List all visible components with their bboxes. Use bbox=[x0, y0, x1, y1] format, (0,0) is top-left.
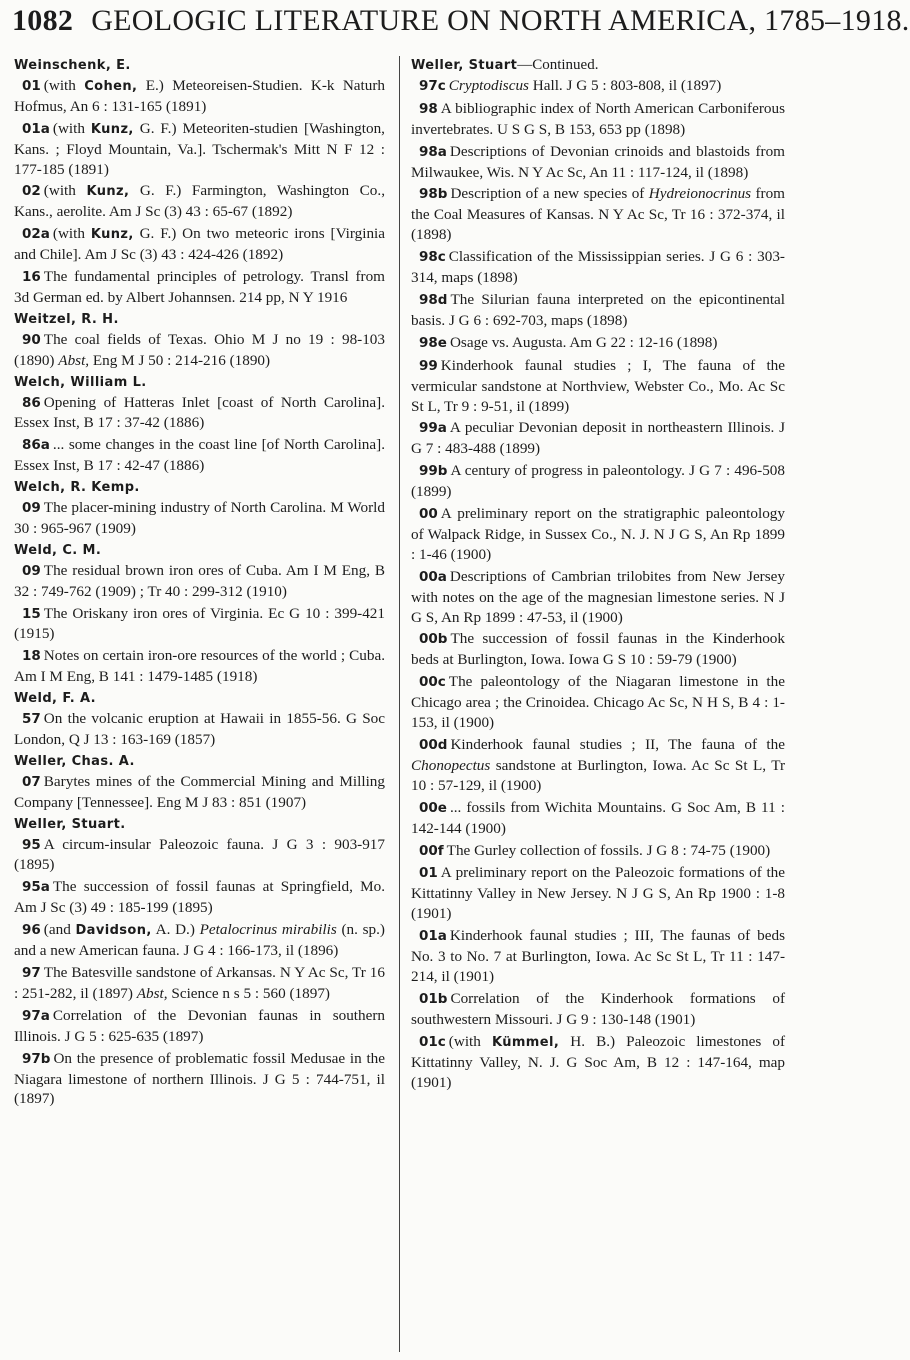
author-name: Weller, Stuart bbox=[411, 58, 518, 73]
italic-title: Chonopectus bbox=[411, 756, 491, 774]
entry-text: The Silurian fauna interpreted on the epicontinental basis. J G 6 : 692-703, maps (1898) bbox=[411, 290, 785, 329]
author-heading bbox=[14, 815, 385, 835]
entry-number: 00b bbox=[419, 631, 448, 648]
bibliography-entry bbox=[14, 1006, 385, 1047]
entry-number: 15 bbox=[22, 605, 41, 622]
coauthor-name: Kunz, bbox=[90, 121, 134, 137]
entry-prefix: (with bbox=[448, 1032, 492, 1050]
entry-number: 01b bbox=[419, 990, 448, 1007]
entry-number: 02 bbox=[22, 183, 41, 200]
bibliography-entry bbox=[411, 926, 785, 987]
entry-number: 01a bbox=[22, 120, 50, 137]
bibliography-entry bbox=[411, 76, 785, 97]
italic-title: Abst, bbox=[136, 984, 168, 1002]
entry-text: A. D.) bbox=[151, 921, 200, 939]
entry-text: A century of progress in paleontology. J G 7 : 496-508 (1899) bbox=[411, 462, 785, 501]
entry-text: Correlation of the Kinderhook formations of southwestern Missouri. J G 9 : 130-148 (1901) bbox=[411, 989, 785, 1028]
entry-text: The Gurley collection of fossils. J G 8 : 74-75 (1900) bbox=[446, 841, 771, 859]
bibliography-entry bbox=[411, 142, 785, 183]
author-heading bbox=[411, 56, 785, 76]
bibliography-entry bbox=[411, 99, 785, 140]
bibliography-entry bbox=[14, 76, 385, 117]
entry-text: Osage vs. Augusta. Am G 22 : 12-16 (1898) bbox=[449, 333, 718, 351]
coauthor-name: Kunz, bbox=[90, 227, 134, 243]
entry-text: The residual brown iron ores of Cuba. Am I M Eng, B 32 : 749-762 (1909) ; Tr 40 : 299-312 (1910) bbox=[14, 561, 385, 600]
entry-text: G. F.) On two meteoric irons [Virginia and Chile]. Am J Sc (3) 43 : 424-426 (1892) bbox=[14, 225, 385, 264]
entry-text: On the volcanic eruption at Hawaii in 1855-56. G Soc London, Q J 13 : 163-169 (1857) bbox=[14, 710, 385, 748]
author-name: Weld, C. M. bbox=[14, 542, 102, 558]
bibliography-entry bbox=[411, 504, 785, 565]
entry-number: 97b bbox=[22, 1050, 51, 1067]
entry-text-continued: from the Coal Measures of Kansas. N Y Ac Sc, Tr 16 : 372-374, il (1898) bbox=[411, 185, 785, 244]
entry-prefix: (with bbox=[52, 225, 91, 243]
bibliography-entry bbox=[411, 461, 785, 502]
entry-text: On the presence of problematic fossil Medusae in the Niagara limestone of northern Illinois. J G 5 : 744-751, il (1897) bbox=[14, 1049, 385, 1108]
entry-number: 00c bbox=[419, 674, 446, 691]
entry-text: ... fossils from Wichita Mountains. G Soc Am, B 11 : 142-144 (1900) bbox=[411, 798, 785, 837]
author-heading bbox=[14, 752, 385, 772]
italic-title: Petalocrinus mirabilis bbox=[199, 921, 337, 939]
entry-text: The fundamental principles of petrology. Transl from 3d German ed. by Albert Johannsen. 214 pp, N Y 1916 bbox=[14, 268, 385, 306]
bibliography-entry bbox=[411, 247, 785, 288]
bibliography-entry bbox=[411, 672, 785, 733]
bibliography-entry bbox=[14, 267, 385, 308]
bibliography-entry bbox=[411, 735, 785, 796]
entry-number: 98c bbox=[419, 249, 446, 266]
bibliography-entry bbox=[14, 835, 385, 876]
entry-prefix: (with bbox=[43, 182, 87, 200]
bibliography-entry bbox=[411, 1032, 785, 1093]
entry-text: ... some changes in the coast line [of North Carolina]. Essex Inst, B 17 : 42-47 (1886) bbox=[14, 436, 385, 475]
bibliography-entry bbox=[14, 877, 385, 918]
entry-text: Opening of Hatteras Inlet [coast of North Carolina]. Essex Inst, B 17 : 37-42 (1886) bbox=[14, 393, 385, 432]
bibliography-entry bbox=[411, 841, 785, 862]
bibliography-entry bbox=[411, 333, 785, 354]
entry-number: 09 bbox=[22, 500, 41, 517]
bibliography-entry bbox=[14, 963, 385, 1004]
entry-text: A bibliographic index of North American Carboniferous invertebrates. U S G S, B 153, 653 pp (1898) bbox=[411, 99, 785, 138]
entry-number: 00d bbox=[419, 737, 448, 753]
entry-text-continued: sandstone at Burlington, Iowa. Ac Sc St L, Tr 10 : 57-129, il (1900) bbox=[411, 756, 785, 794]
entry-number: 97c bbox=[419, 77, 446, 94]
entry-number: 95 bbox=[22, 836, 41, 853]
entry-number: 86 bbox=[22, 394, 41, 411]
entry-text: The succession of fossil faunas in the Kinderhook beds at Burlington, Iowa. Iowa G S 10 : 59-79 (1900) bbox=[411, 630, 785, 669]
author-name: Weld, F. A. bbox=[14, 691, 96, 707]
entry-number: 86a bbox=[22, 437, 50, 454]
bibliography-entry bbox=[411, 567, 785, 628]
author-heading bbox=[14, 689, 385, 709]
author-name: Weinschenk, E. bbox=[14, 58, 131, 73]
author-name: Welch, R. Kemp. bbox=[14, 480, 140, 496]
entry-text: H. B.) Paleozoic limestones of Kittatinny Valley, N. J. G Soc Am, B 12 : 147-164, map (1901) bbox=[411, 1032, 786, 1091]
bibliography-entry bbox=[14, 561, 385, 602]
bibliography-entry bbox=[411, 290, 785, 331]
entry-number: 96 bbox=[22, 922, 41, 939]
entry-prefix: (with bbox=[43, 76, 85, 94]
entry-text: Description of a new species of bbox=[450, 185, 649, 203]
author-heading bbox=[14, 478, 385, 498]
bibliography-entry bbox=[14, 393, 385, 434]
entry-text-continued: (n. sp.) and a new American fauna. J G 4 : 166-173, il (1896) bbox=[14, 921, 385, 960]
author-name: Weitzel, R. H. bbox=[14, 311, 119, 327]
entry-number: 01 bbox=[419, 865, 438, 882]
entry-number: 97 bbox=[22, 964, 41, 981]
bibliography-entry bbox=[411, 863, 785, 924]
entry-number: 97a bbox=[22, 1007, 50, 1024]
entry-text: The coal fields of Texas. Ohio M J no 19 : 98-103 (1890) bbox=[14, 330, 385, 369]
entry-text: A circum-insular Paleozoic fauna. J G 3 : 903-917 (1895) bbox=[14, 835, 385, 874]
entry-text: Notes on certain iron-ore resources of the world ; Cuba. Am I M Eng, B 141 : 1479-1485 (1918) bbox=[14, 647, 385, 686]
bibliography-entry bbox=[14, 709, 385, 750]
bibliography-entry bbox=[411, 356, 785, 417]
italic-title: Cryptodiscus bbox=[448, 76, 529, 94]
entry-number: 07 bbox=[22, 773, 41, 790]
entry-number: 98a bbox=[419, 143, 447, 160]
entry-text-continued: Eng M J 50 : 214-216 (1890) bbox=[89, 351, 271, 369]
italic-title: Abst, bbox=[58, 351, 90, 369]
continued-note: —Continued. bbox=[517, 57, 599, 73]
bibliography-entry bbox=[411, 798, 785, 839]
author-heading bbox=[14, 56, 385, 76]
entry-number: 00e bbox=[419, 799, 447, 816]
entry-text: A peculiar Devonian deposit in northeastern Illinois. J G 7 : 483-488 (1899) bbox=[411, 419, 785, 458]
author-name: Weller, Stuart. bbox=[14, 816, 126, 832]
entry-number: 98d bbox=[419, 291, 448, 308]
entry-number: 99 bbox=[419, 357, 438, 374]
bibliography-entry bbox=[14, 920, 385, 961]
coauthor-name: Kümmel, bbox=[491, 1034, 560, 1050]
entry-prefix: (and bbox=[43, 921, 76, 939]
bibliography-entry bbox=[14, 330, 385, 371]
bibliography-entry bbox=[411, 418, 785, 459]
entry-text-continued: Hall. J G 5 : 803-808, il (1897) bbox=[528, 76, 722, 94]
bibliography-entry bbox=[411, 184, 785, 245]
entry-text: Kinderhook faunal studies ; I, The fauna of the vermicular sandstone at Northview, Webster Co., Mo. Ac Sc St L, Tr 9 : 9-51, il (1899) bbox=[411, 356, 785, 415]
entry-text: Descriptions of Cambrian trilobites from New Jersey with notes on the age of the magnesian limestone series. N J G S, An Rp 1899 : 47-53, il (1900) bbox=[411, 567, 785, 626]
page-number: 1082 bbox=[12, 4, 74, 37]
entry-text: The paleontology of the Niagaran limestone in the Chicago area ; the Crinoidea. Chicago Ac Sc, N H S, B 4 : 1-153, il (1900) bbox=[411, 673, 785, 732]
bibliography-entry bbox=[14, 604, 385, 645]
bibliography-entry bbox=[14, 498, 385, 539]
entry-number: 95a bbox=[22, 879, 50, 896]
entry-number: 01 bbox=[22, 77, 41, 94]
coauthor-name: Cohen, bbox=[84, 78, 138, 94]
entry-text: The Batesville sandstone of Arkansas. N Y Ac Sc, Tr 16 : 251-282, il (1897) bbox=[14, 963, 385, 1002]
entry-text: The Oriskany iron ores of Virginia. Ec G 10 : 399-421 (1915) bbox=[14, 604, 385, 643]
bibliography-entry bbox=[411, 989, 785, 1030]
entry-number: 98b bbox=[419, 186, 448, 203]
column-divider bbox=[399, 56, 400, 1352]
entry-number: 09 bbox=[22, 562, 41, 579]
bibliography-entry bbox=[14, 119, 385, 180]
entry-text: A preliminary report on the stratigraphic paleontology of Walpack Ridge, in Sussex Co., N. J. N J G S, An Rp 1899 : 1-46 (1900) bbox=[411, 505, 785, 563]
entry-text: A preliminary report on the Paleozoic formations of the Kittatinny Valley in New Jersey. N J G S, An Rp 1900 : 1-8 (1901) bbox=[411, 864, 785, 923]
left-column bbox=[14, 56, 385, 1111]
entry-number: 00 bbox=[419, 506, 438, 523]
entry-number: 99b bbox=[419, 463, 448, 480]
bibliography-entry bbox=[14, 646, 385, 687]
entry-text: The succession of fossil faunas at Springfield, Mo. Am J Sc (3) 49 : 185-199 (1895) bbox=[14, 878, 385, 917]
entry-text: Descriptions of Devonian crinoids and blastoids from Milwaukee, Wis. N Y Ac Sc, An 11 : 117-124, il (1898) bbox=[411, 142, 785, 181]
entry-text: G. F.) Meteoriten-studien [Washington, Kans. ; Floyd Mountain, Va.]. Tschermak's Mitt N F 12 : 177-185 (1891) bbox=[14, 119, 385, 178]
entry-number: 01a bbox=[419, 928, 447, 945]
author-heading bbox=[14, 310, 385, 330]
entry-text: Kinderhook faunal studies ; III, The faunas of beds No. 3 to No. 7 at Burlington, Iowa. Ac Sc St L, Tr 11 : 147-214, il (1901) bbox=[411, 927, 785, 985]
entry-prefix: (with bbox=[52, 119, 91, 137]
entry-number: 98 bbox=[419, 100, 438, 117]
entry-text: E.) Meteoreisen-Studien. K-k Naturh Hofmus, An 6 : 131-165 (1891) bbox=[14, 76, 386, 115]
entry-number: 99a bbox=[419, 420, 447, 437]
entry-number: 90 bbox=[22, 331, 41, 348]
entry-number: 98e bbox=[419, 334, 447, 351]
bibliography-entry bbox=[14, 224, 385, 265]
entry-number: 00f bbox=[419, 842, 444, 859]
entry-text: Barytes mines of the Commercial Mining and Milling Company [Tennessee]. Eng M J 83 : 851 (1907) bbox=[14, 772, 385, 811]
entry-number: 02a bbox=[22, 226, 50, 243]
entry-number: 01c bbox=[419, 1033, 446, 1050]
author-heading bbox=[14, 373, 385, 393]
entry-text: Correlation of the Devonian faunas in southern Illinois. J G 5 : 625-635 (1897) bbox=[14, 1006, 385, 1045]
entry-text: Classification of the Mississippian series. J G 6 : 303-314, maps (1898) bbox=[411, 248, 785, 287]
entry-text: Kinderhook faunal studies ; II, The fauna of the bbox=[450, 736, 785, 753]
entry-text: G. F.) Farmington, Washington Co., Kans., aerolite. Am J Sc (3) 43 : 65-67 (1892) bbox=[14, 182, 385, 221]
italic-title: Hydreionocrinus bbox=[648, 185, 752, 203]
entry-number: 16 bbox=[22, 269, 41, 286]
bibliography-entry bbox=[14, 435, 385, 476]
author-heading bbox=[14, 541, 385, 561]
coauthor-name: Kunz, bbox=[86, 184, 130, 200]
entry-number: 18 bbox=[22, 648, 41, 665]
bibliography-entry bbox=[14, 772, 385, 813]
bibliography-entry bbox=[14, 181, 385, 222]
entry-text-continued: Science n s 5 : 560 (1897) bbox=[167, 984, 330, 1002]
author-name: Weller, Chas. A. bbox=[14, 753, 135, 769]
running-title: GEOLOGIC LITERATURE ON NORTH AMERICA, 1785–1918. bbox=[91, 4, 910, 37]
right-column bbox=[411, 56, 785, 1094]
entry-text: The placer-mining industry of North Carolina. M World 30 : 965-967 (1909) bbox=[14, 499, 385, 537]
bibliography-entry bbox=[411, 629, 785, 670]
page-header bbox=[12, 4, 910, 38]
bibliography-entry bbox=[14, 1049, 385, 1110]
coauthor-name: Davidson, bbox=[75, 923, 152, 939]
author-name: Welch, William L. bbox=[14, 374, 147, 390]
entry-number: 00a bbox=[419, 568, 447, 585]
entry-number: 57 bbox=[22, 711, 41, 728]
